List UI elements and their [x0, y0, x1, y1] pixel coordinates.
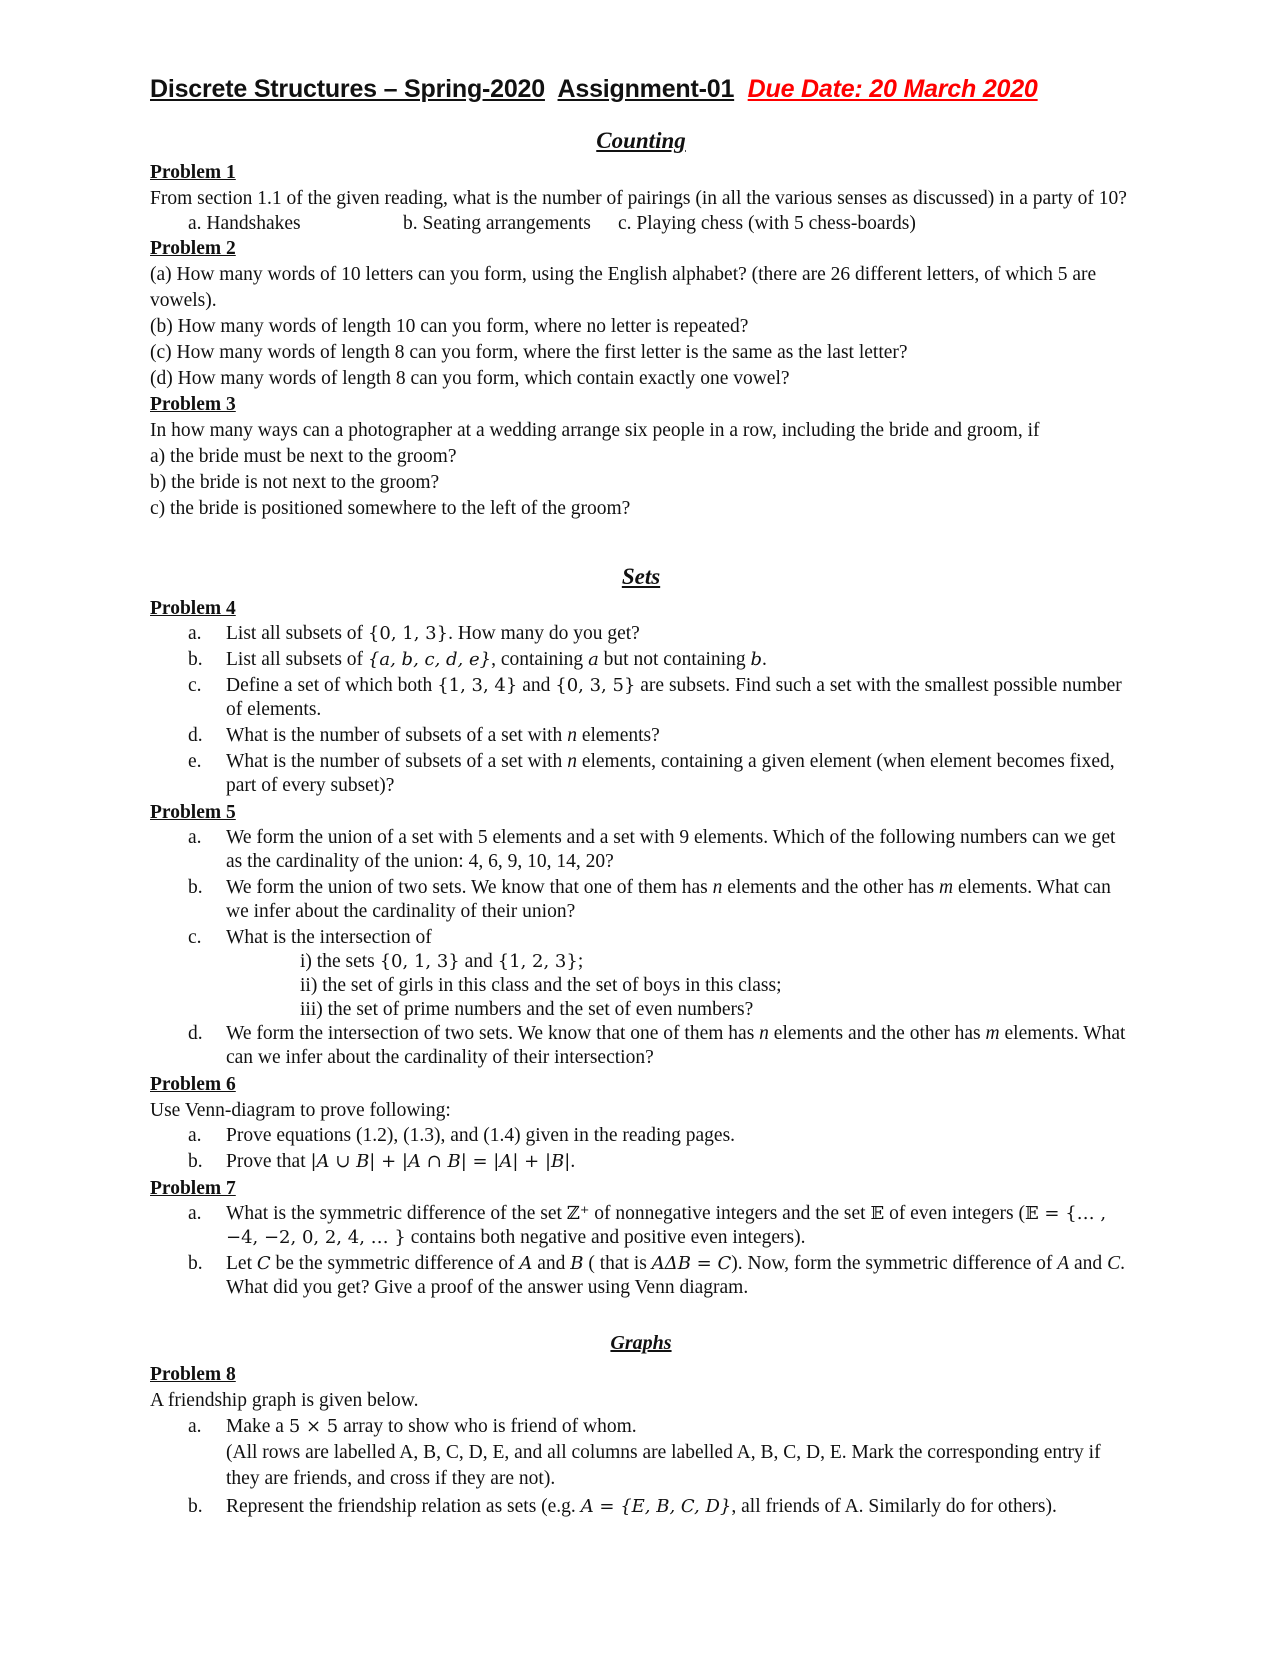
list-item: c. What is the intersection of — [188, 927, 432, 948]
note-text: (All rows are labelled A, B, C, D, E, and all columns are labelled A, B, C, D, E. Mark the corresponding entry if they are friends, and cross if they are not). — [226, 1442, 1101, 1489]
problem-6 — [150, 1072, 1132, 1174]
option-b: b. Seating arrangements — [403, 213, 591, 234]
problem-heading: Problem 6 — [150, 1074, 236, 1095]
list-item: e. What is the number of subsets of a set with n elements, containing a given element (when element becomes fixed, part of every subset)? — [188, 751, 1115, 796]
problem-2 — [150, 236, 1132, 392]
option-c: c. Playing chess (with 5 chess-boards) — [618, 213, 916, 234]
assignment-page — [150, 72, 1132, 1522]
list-item: a. Make a 5 × 5 array to show who is friend of whom. (All rows are labelled A, B, C, D, E, and all columns are labelled A, B, C, D, E. Mark the corresponding entry if they are friends, and cross if they are not). — [188, 1416, 1101, 1489]
problem-7 — [150, 1176, 1132, 1300]
problem-text: In how many ways can a photographer at a wedding arrange six people in a row, including the bride and groom, if — [150, 420, 1040, 441]
list-item: c. Define a set of which both {1, 3, 4} and {0, 3, 5} are subsets. Find such a set with the smallest possible number of elements. — [188, 675, 1122, 720]
section-graphs: Graphs — [610, 1332, 672, 1354]
problem-heading: Problem 4 — [150, 598, 236, 619]
question-d: (d) How many words of length 8 can you form, which contain exactly one vowel? — [150, 368, 790, 389]
problem-4 — [150, 596, 1132, 798]
problem-4-list — [150, 622, 1132, 798]
problem-heading: Problem 2 — [150, 238, 236, 259]
problem-heading: Problem 8 — [150, 1364, 236, 1385]
due-date: Due Date: 20 March 2020 — [747, 75, 1038, 103]
list-item: d. We form the intersection of two sets. We know that one of them has n elements and the other has m elements. What can we infer about the cardinality of their intersection? — [188, 1023, 1126, 1068]
list-item: b. Represent the friendship relation as sets (e.g. A = {E, B, C, D}, all friends of A. Similarly do for others). — [188, 1496, 1057, 1517]
sub-item: ii) the set of girls in this class and the set of boys in this class; — [300, 975, 782, 996]
list-item: b. Prove that |A ∪ B| + |A ∩ B| = |A| + |B|. — [188, 1151, 576, 1172]
problem-text: A friendship graph is given below. — [150, 1390, 419, 1411]
problem-heading: Problem 7 — [150, 1178, 236, 1199]
problem-1-options — [150, 212, 1132, 236]
question-b: b) the bride is not next to the groom? — [150, 472, 440, 493]
course-title: Discrete Structures – Spring-2020 — [150, 75, 545, 103]
sub-item: iii) the set of prime numbers and the set of even numbers? — [300, 999, 754, 1020]
option-a: a. Handshakes — [188, 213, 301, 234]
list-item: d. What is the number of subsets of a set with n elements? — [188, 725, 660, 746]
problem-3 — [150, 392, 1132, 522]
problem-5 — [150, 800, 1132, 1070]
problem-text: From section 1.1 of the given reading, what is the number of pairings (in all the various senses as discussed) in a party of 10? — [150, 188, 1127, 209]
list-item: b. We form the union of two sets. We know that one of them has n elements and the other has m elements. What can we infer about the cardinality of their union? — [188, 877, 1111, 922]
list-item: a. Prove equations (1.2), (1.3), and (1.4) given in the reading pages. — [188, 1125, 736, 1146]
question-c: (c) How many words of length 8 can you form, where the first letter is the same as the last letter? — [150, 342, 908, 363]
problem-heading: Problem 1 — [150, 162, 236, 183]
problem-text: Use Venn-diagram to prove following: — [150, 1100, 451, 1121]
problem-heading: Problem 3 — [150, 394, 236, 415]
document-title — [150, 72, 1132, 106]
question-c: c) the bride is positioned somewhere to the left of the groom? — [150, 498, 631, 519]
problem-5-list — [150, 826, 1132, 950]
list-item: a. List all subsets of {0, 1, 3}. How many do you get? — [188, 623, 640, 644]
section-counting: Counting — [596, 128, 686, 153]
question-a: a) the bride must be next to the groom? — [150, 446, 457, 467]
question-b: (b) How many words of length 10 can you form, where no letter is repeated? — [150, 316, 749, 337]
list-item: a. What is the symmetric difference of the set ℤ⁺ of nonnegative integers and the set 𝔼 of even integers (𝔼 = {… , −4, −2, 0, 2, 4, … } contains both negative and positive even integers). — [188, 1203, 1107, 1248]
problem-8 — [150, 1362, 1132, 1520]
list-item: b. Let C be the symmetric difference of A and B ( that is AΔB = C). Now, form the symmetric difference of A and C. What did you get? Give a proof of the answer using Venn diagram. — [188, 1253, 1125, 1298]
question-a: (a) How many words of 10 letters can you form, using the English alphabet? (there are 26 different letters, of which 5 are vowels). — [150, 264, 1097, 311]
problem-1 — [150, 160, 1132, 236]
list-item: a. We form the union of a set with 5 elements and a set with 9 elements. Which of the following numbers can we get as the cardinality of the union: 4, 6, 9, 10, 14, 20? — [188, 827, 1116, 872]
list-item: b. List all subsets of {a, b, c, d, e}, containing a but not containing b. — [188, 649, 767, 670]
problem-heading: Problem 5 — [150, 802, 236, 823]
section-sets: Sets — [621, 564, 661, 589]
sub-item: i) the sets {0, 1, 3} and {1, 2, 3}; — [300, 951, 584, 972]
assignment-label: Assignment-01 — [557, 75, 735, 103]
